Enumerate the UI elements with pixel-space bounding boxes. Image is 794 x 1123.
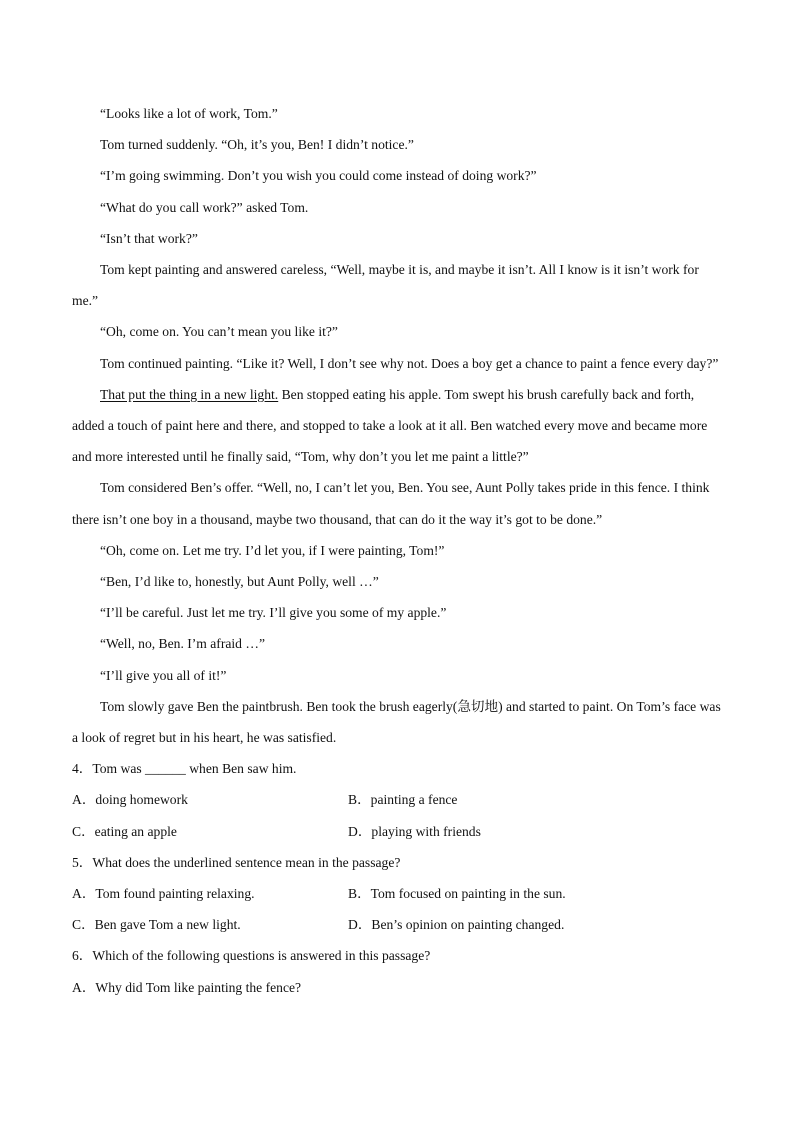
passage-paragraph: Tom continued painting. “Like it? Well, I don’t see why not. Does a boy get a chance to paint a fence every day?”	[100, 355, 719, 371]
paragraph-text: Ben stopped eating his apple. Tom swept his brush carefully back and forth, added a touch of paint here and there, and stopped to take a look at it all. Ben watched every move and became more and more interested until he finally said, “Tom, why don’t you let me paint a little?”	[72, 386, 708, 465]
passage-paragraph: “Isn’t that work?”	[100, 230, 198, 246]
option-c: C．Ben gave Tom a new light.	[72, 917, 241, 933]
option-row	[72, 784, 724, 815]
document-page	[72, 98, 724, 1003]
passage-paragraph: “Looks like a lot of work, Tom.”	[100, 106, 278, 121]
passage-paragraph: “Oh, come on. You can’t mean you like it?”	[100, 324, 338, 340]
passage-paragraph: Tom turned suddenly. “Oh, it’s you, Ben! I didn’t notice.”	[100, 137, 414, 153]
option-row	[72, 816, 724, 847]
passage-paragraph: “I’m going swimming. Don’t you wish you could come instead of doing work?”	[100, 168, 537, 184]
passage-paragraph: “Oh, come on. Let me try. I’d let you, if I were painting, Tom!”	[100, 542, 445, 558]
question-stem: 5．What does the underlined sentence mean in the passage?	[72, 854, 401, 870]
option-b: B．painting a fence	[348, 792, 458, 808]
option-b: B．Tom focused on painting in the sun.	[348, 886, 566, 902]
option-row	[72, 909, 724, 940]
passage-paragraph: “Well, no, Ben. I’m afraid …”	[100, 636, 265, 652]
option-a: A．doing homework	[72, 792, 188, 808]
option-row	[72, 878, 724, 909]
passage-paragraph-underlined-sentence	[72, 379, 724, 473]
option-c: C．eating an apple	[72, 823, 177, 839]
passage-paragraph: “I’ll give you all of it!”	[100, 667, 227, 683]
option-a: A．Tom found painting relaxing.	[72, 886, 255, 902]
passage-paragraph: “Ben, I’d like to, honestly, but Aunt Polly, well …”	[100, 574, 379, 590]
passage-paragraph: Tom considered Ben’s offer. “Well, no, I can’t let you, Ben. You see, Aunt Polly takes pride in this fence. I think there isn’t one boy in a thousand, maybe two thousand, that can do it the way it’s got to be done.”	[72, 480, 710, 527]
passage-paragraph: “What do you call work?” asked Tom.	[100, 199, 309, 215]
option-a: A．Why did Tom like painting the fence?	[72, 979, 302, 995]
question-stem: 6．Which of the following questions is answered in this passage?	[72, 948, 431, 964]
underlined-sentence: That put the thing in a new light.	[100, 386, 279, 402]
passage-paragraph: Tom slowly gave Ben the paintbrush. Ben took the brush eagerly(急切地) and started to paint. On Tom’s face was a look of regret but in his heart, he was satisfied.	[72, 698, 721, 746]
option-row	[72, 972, 724, 1003]
passage-paragraph: “I’ll be careful. Just let me try. I’ll give you some of my apple.”	[100, 605, 447, 621]
question-stem: 4．Tom was ______ when Ben saw him.	[72, 761, 297, 777]
option-d: D．Ben’s opinion on painting changed.	[348, 917, 565, 933]
option-d: D．playing with friends	[348, 823, 481, 839]
passage-paragraph: Tom kept painting and answered careless, “Well, maybe it is, and maybe it isn’t. All I know is it isn’t work for me.”	[72, 262, 699, 309]
